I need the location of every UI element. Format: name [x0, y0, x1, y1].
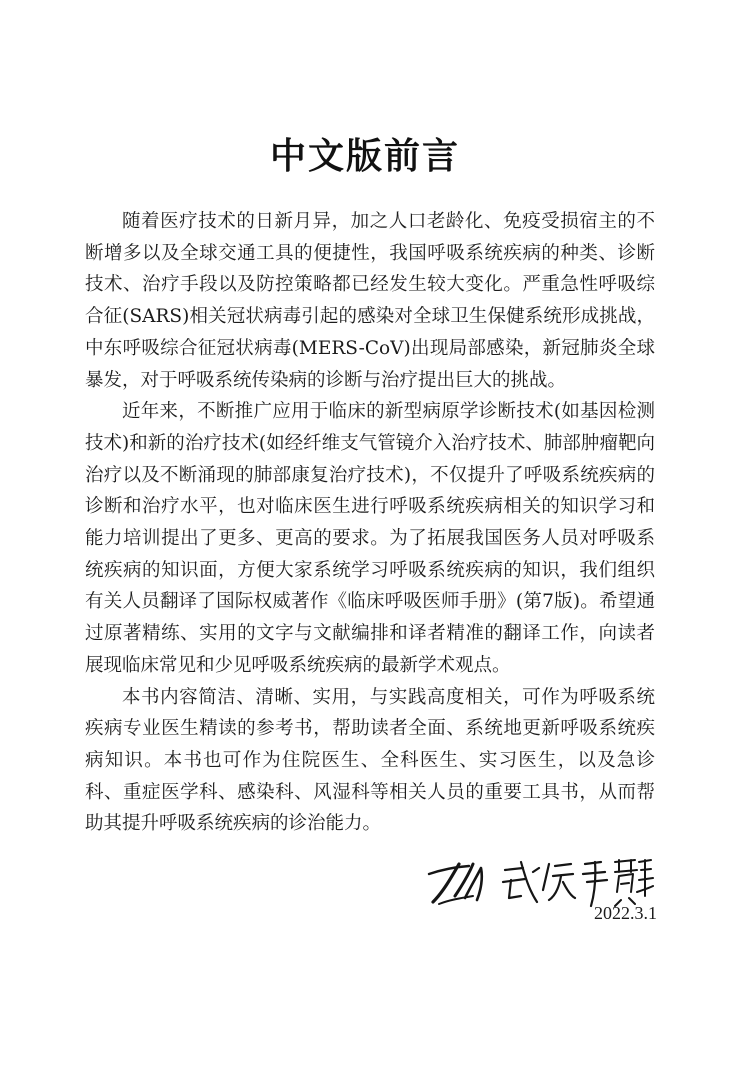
preface-body — [85, 206, 655, 840]
paragraph-1: 随着医疗技术的日新月异，加之人口老龄化、免疫受损宿主的不断增多以及全球交通工具的便捷性，我国呼吸系统疾病的种类、诊断技术、治疗手段以及防控策略都已经发生较大变化。严重急性呼吸综合征(SARS)相关冠状病毒引起的感染对全球卫生保健系统形成挑战，中东呼吸综合征冠状病毒(MERS-CoV)出现局部感染，新冠肺炎全球暴发，对于呼吸系统传染病的诊断与治疗提出巨大的挑战。 — [85, 211, 655, 391]
paragraph-3: 本书内容简洁、清晰、实用，与实践高度相关，可作为呼吸系统疾病专业医生精读的参考书，帮助读者全面、系统地更新呼吸系统疾病知识。本书也可作为住院医生、全科医生、实习医生，以及急诊科、重症医学科、感染科、风湿科等相关人员的重要工具书，从而帮助其提升呼吸系统疾病的诊治能力。 — [85, 686, 655, 835]
page-title: 中文版前言 — [269, 136, 460, 177]
signature-date: 2022.3.1 — [594, 903, 657, 923]
paragraph-2: 近年来，不断推广应用于临床的新型病原学诊断技术(如基因检测技术)和新的治疗技术(如经纤维支气管镜介入治疗技术、肺部肿瘤靶向治疗以及不断涌现的肺部康复治疗技术)，不仅提升了呼吸系统疾病的诊断和治疗水平，也对临床医生进行呼吸系统疾病相关的知识学习和能力培训提出了更多、更高的要求。为了拓展我国医务人员对呼吸系统疾病的知识面，方便大家系统学习呼吸系统疾病的知识，我们组织有关人员翻译了国际权威著作《临床呼吸医师手册》(第7版)。希望通过原著精练、实用的文字与文献编排和译者精准的翻译工作，向读者展现临床常见和少见呼吸系统疾病的最新学术观点。 — [85, 401, 655, 676]
handwritten-signature — [425, 852, 655, 910]
